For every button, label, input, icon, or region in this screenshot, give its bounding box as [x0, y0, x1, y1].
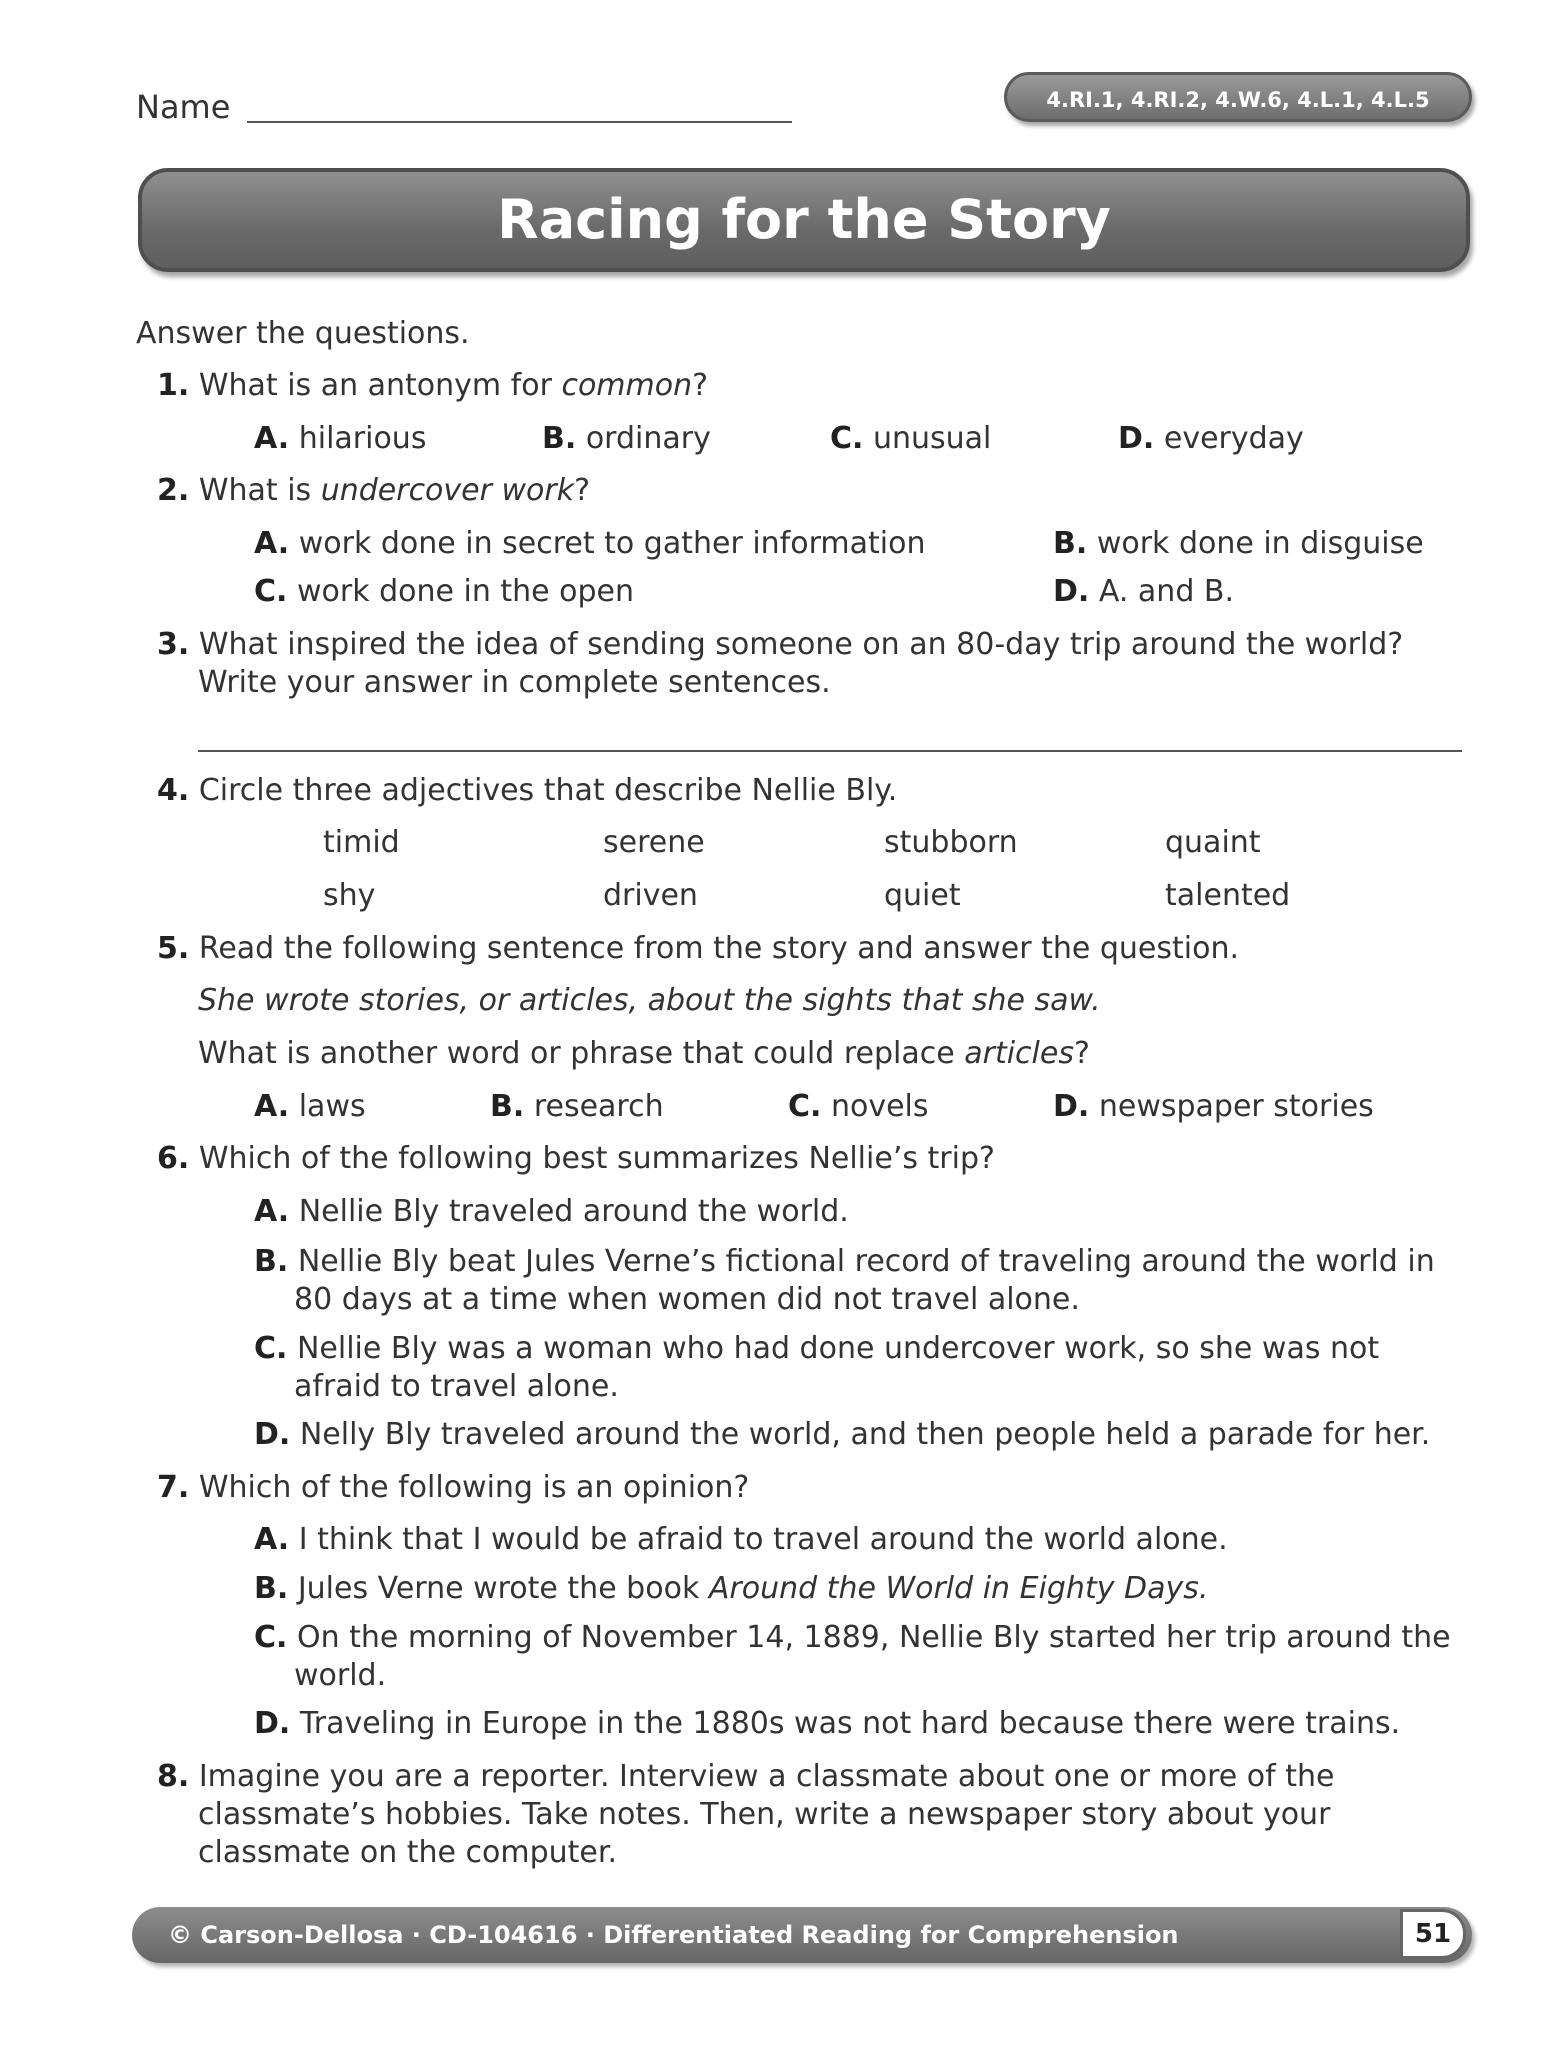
page-title: Racing for the Story	[138, 168, 1470, 272]
page-number: 51	[1400, 1909, 1466, 1959]
q5-option-a	[254, 1088, 366, 1126]
adjective-word[interactable]: shy	[323, 878, 376, 913]
prompt-text-end: ?	[1073, 1036, 1090, 1071]
adjective-word[interactable]: quiet	[884, 878, 961, 913]
option-letter: C.	[788, 1089, 822, 1124]
q5-option-d	[1053, 1088, 1374, 1126]
footer-copyright: © Carson-Dellosa · CD-104616 · Differentiated Reading for Comprehension	[168, 1921, 1179, 1949]
prompt-emphasis: articles	[964, 1036, 1074, 1071]
story-quote: She wrote stories, or articles, about the sights that she saw.	[198, 983, 1101, 1018]
q1-option-d	[1118, 420, 1304, 458]
question-emphasis: common	[561, 368, 693, 403]
q7-option-a	[254, 1521, 1228, 1559]
q7-option-c	[254, 1619, 1451, 1657]
question-number: 7.	[157, 1470, 190, 1505]
q5-option-b	[490, 1088, 664, 1126]
q1-option-c	[830, 420, 991, 458]
q6-option-b-line-2: 80 days at a time when women did not travel alone.	[294, 1282, 1080, 1317]
option-letter: D.	[1053, 1089, 1090, 1124]
option-text: Nellie Bly beat Jules Verne’s fictional record of traveling around the world in	[297, 1244, 1435, 1279]
q6-option-a	[254, 1193, 849, 1231]
option-text: Nellie Bly traveled around the world.	[298, 1194, 849, 1229]
instructions: Answer the questions.	[136, 316, 470, 351]
q7-option-d	[254, 1705, 1400, 1743]
question-1	[157, 367, 708, 405]
question-8	[157, 1758, 1334, 1796]
option-letter: C.	[254, 1620, 288, 1655]
answer-line[interactable]	[198, 750, 1462, 752]
option-text: hilarious	[298, 421, 427, 456]
option-letter: C.	[254, 574, 288, 609]
standards-badge: 4.RI.1, 4.RI.2, 4.W.6, 4.L.1, 4.L.5	[1004, 72, 1472, 122]
q2-option-a	[254, 525, 925, 563]
question-8-line-3: classmate on the computer.	[198, 1835, 617, 1870]
q6-option-d	[254, 1416, 1430, 1454]
option-letter: B.	[542, 421, 577, 456]
option-letter: B.	[254, 1244, 289, 1279]
question-8-line-2: classmate’s hobbies. Take notes. Then, write a newspaper story about your	[198, 1797, 1331, 1832]
adjective-word[interactable]: talented	[1165, 878, 1291, 913]
name-label: Name	[136, 88, 231, 126]
question-text: Imagine you are a reporter. Interview a classmate about one or more of the	[198, 1759, 1335, 1794]
option-text: Jules Verne wrote the book	[297, 1571, 709, 1606]
option-text: Nellie Bly was a woman who had done undercover work, so she was not	[296, 1331, 1380, 1366]
question-5	[157, 930, 1239, 968]
option-letter: C.	[830, 421, 864, 456]
option-text: laws	[298, 1089, 366, 1124]
option-letter: D.	[1118, 421, 1155, 456]
option-text: Nelly Bly traveled around the world, and then people held a parade for her.	[299, 1417, 1431, 1452]
option-letter: A.	[254, 1194, 290, 1229]
question-number: 2.	[157, 473, 190, 508]
option-text: On the morning of November 14, 1889, Nellie Bly started her trip around the	[296, 1620, 1451, 1655]
q6-option-b	[254, 1243, 1435, 1281]
question-number: 3.	[157, 627, 190, 662]
option-text: I think that I would be afraid to travel around the world alone.	[298, 1522, 1228, 1557]
prompt-text: What is another word or phrase that could replace	[198, 1036, 965, 1071]
option-text: work done in secret to gather information	[298, 526, 926, 561]
adjective-word[interactable]: driven	[603, 878, 698, 913]
question-3	[157, 626, 1403, 664]
option-letter: A.	[254, 526, 290, 561]
question-text-end: ?	[574, 473, 591, 508]
option-text: ordinary	[585, 421, 711, 456]
question-number: 6.	[157, 1141, 190, 1176]
option-text: work done in the open	[296, 574, 635, 609]
question-text: Circle three adjectives that describe Nellie Bly.	[198, 773, 898, 808]
option-text: newspaper stories	[1098, 1089, 1374, 1124]
option-text: unusual	[872, 421, 992, 456]
question-emphasis: undercover work	[320, 473, 575, 508]
question-3-line-2: Write your answer in complete sentences.	[198, 665, 831, 700]
adjective-word[interactable]: quaint	[1165, 825, 1261, 860]
option-letter: A.	[254, 1522, 290, 1557]
adjective-word[interactable]: serene	[603, 825, 705, 860]
question-text: What is an antonym for	[198, 368, 562, 403]
option-text: research	[533, 1089, 664, 1124]
q2-option-b	[1053, 525, 1424, 563]
option-letter: D.	[254, 1706, 291, 1741]
option-letter: B.	[1053, 526, 1088, 561]
question-6	[157, 1140, 995, 1178]
question-text-end: ?	[692, 368, 709, 403]
question-text: Which of the following is an opinion?	[198, 1470, 750, 1505]
question-number: 8.	[157, 1759, 190, 1794]
adjective-word[interactable]: timid	[323, 825, 400, 860]
question-4	[157, 772, 897, 810]
q1-option-a	[254, 420, 426, 458]
option-text: work done in disguise	[1096, 526, 1424, 561]
option-letter: A.	[254, 421, 290, 456]
option-letter: B.	[490, 1089, 525, 1124]
option-text: Traveling in Europe in the 1880s was not hard because there were trains.	[299, 1706, 1401, 1741]
q6-option-c-line-2: afraid to travel alone.	[294, 1369, 619, 1404]
adjective-word[interactable]: stubborn	[884, 825, 1018, 860]
question-text: What is	[198, 473, 321, 508]
q1-option-b	[542, 420, 711, 458]
question-number: 1.	[157, 368, 190, 403]
option-letter: C.	[254, 1331, 288, 1366]
question-text: What inspired the idea of sending someone on an 80-day trip around the world?	[198, 627, 1404, 662]
question-5-prompt	[198, 1035, 1090, 1073]
question-2	[157, 472, 590, 510]
q6-option-c	[254, 1330, 1379, 1368]
book-title: Around the World in Eighty Days.	[708, 1571, 1209, 1606]
q7-option-b	[254, 1570, 1208, 1608]
name-line	[247, 121, 792, 123]
option-letter: B.	[254, 1571, 289, 1606]
question-text: Which of the following best summarizes Nellie’s trip?	[198, 1141, 995, 1176]
question-number: 4.	[157, 773, 190, 808]
option-text: everyday	[1163, 421, 1304, 456]
option-letter: D.	[1053, 574, 1090, 609]
q5-option-c	[788, 1088, 929, 1126]
q2-option-c	[254, 573, 634, 611]
option-letter: D.	[254, 1417, 291, 1452]
q2-option-d	[1053, 573, 1234, 611]
option-letter: A.	[254, 1089, 290, 1124]
question-number: 5.	[157, 931, 190, 966]
option-text: novels	[830, 1089, 929, 1124]
question-7	[157, 1469, 749, 1507]
q7-option-c-line-2: world.	[294, 1658, 387, 1693]
question-text: Read the following sentence from the story and answer the question.	[198, 931, 1240, 966]
option-text: A. and B.	[1098, 574, 1235, 609]
